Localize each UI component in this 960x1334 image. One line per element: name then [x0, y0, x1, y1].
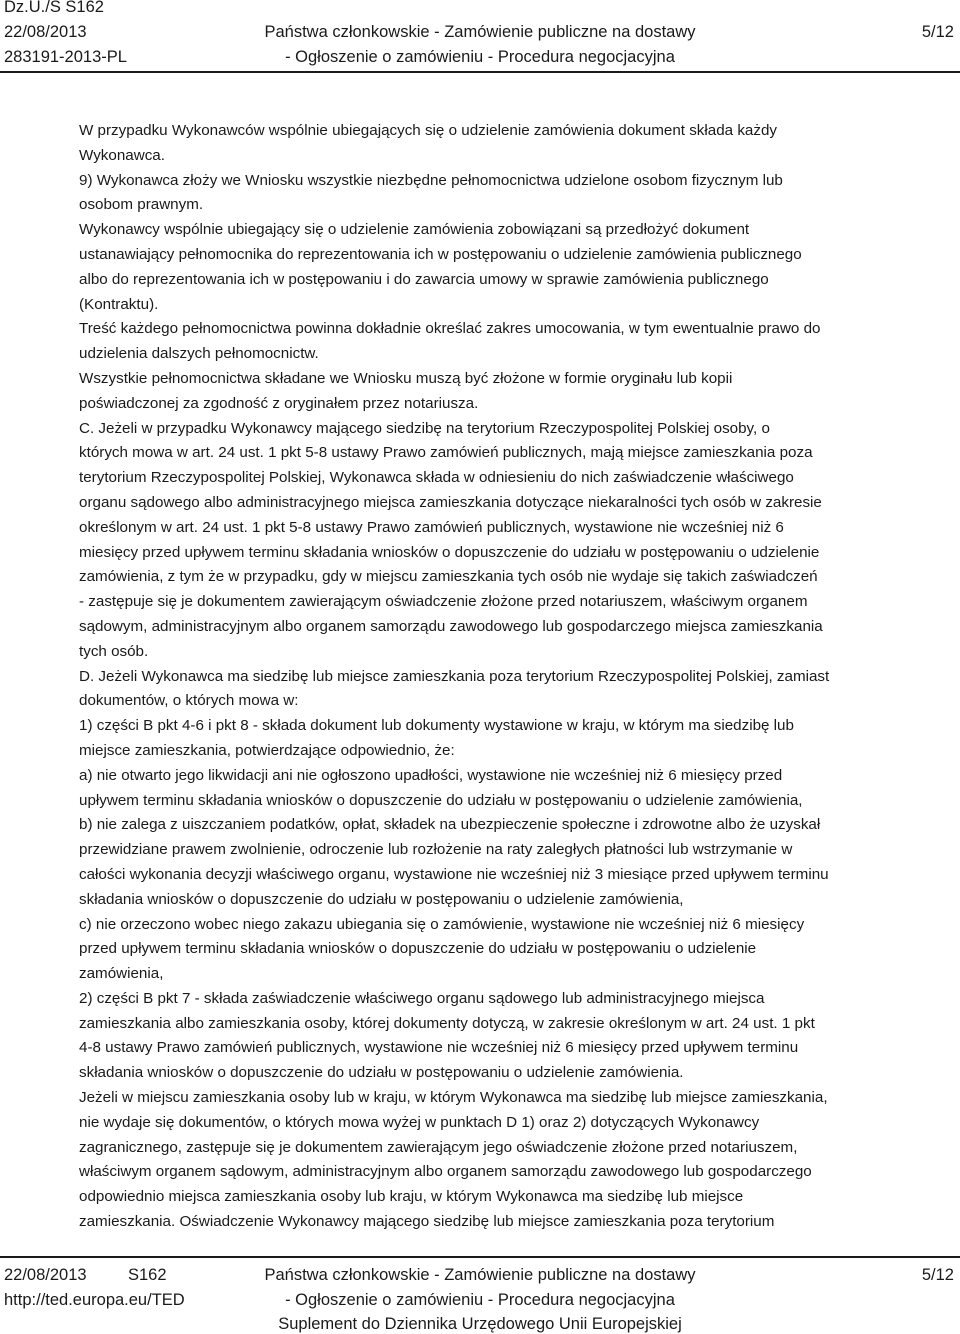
- body-line: sądowym, administracyjnym albo organem samorządu zawodowego lub gospodarczego miejsca zamieszkania: [79, 617, 823, 635]
- body-line: Treść każdego pełnomocnictwa powinna dokładnie określać zakres umocowania, w tym ewentualnie prawo do: [79, 320, 821, 338]
- body-line: składania wniosków o dopuszczenie do udziału w postępowaniu o udzielenie zamówienia.: [79, 1064, 684, 1082]
- body-line: zamieszkania albo zamieszkania osoby, której dokumenty dotyczą, w zakresie określonym w art. 24 ust. 1 pkt: [79, 1014, 815, 1032]
- body-line: określonym w art. 24 ust. 1 pkt 5-8 ustawy Prawo zamówień publicznych, wystawione nie wcześniej niż 6: [79, 518, 784, 536]
- body-line: miejsce zamieszkania, potwierdzające odpowiednio, że:: [79, 741, 455, 759]
- header-page-number: 5/12: [921, 23, 954, 41]
- body-line: poświadczonej za zgodność z oryginałem przez notariusza.: [79, 394, 479, 412]
- footer-supplement-title: Suplement do Dziennika Urzędowego Unii Europejskiej: [278, 1315, 682, 1333]
- footer-page-number: 5/12: [921, 1266, 954, 1284]
- body-line: W przypadku Wykonawców wspólnie ubiegających się o udzielenie zamówienia dokument składa każdy: [79, 122, 778, 139]
- body-line: przewidziane prawem zwolnienie, odroczenie lub rozłożenie na raty zaległych płatności lub wstrzymanie w: [79, 841, 793, 859]
- footer-date: 22/08/2013: [4, 1266, 87, 1284]
- document-body: [79, 119, 954, 1235]
- body-line: osobom prawnym.: [79, 196, 204, 214]
- body-line: a) nie otwarto jego likwidacji ani nie ogłoszono upadłości, wystawione nie wcześniej niż 6 miesięcy przed: [79, 766, 783, 784]
- body-line: miesięcy przed upływem terminu składania wniosków o dopuszczenie do udziału w postępowaniu o udzielenie: [79, 543, 820, 561]
- body-line: Wszystkie pełnomocnictwa składane we Wniosku muszą być złożone w formie oryginału lub kopii: [79, 369, 733, 387]
- body-line: zamówienia,: [79, 965, 164, 983]
- body-line: organu sądowego albo administracyjnego miejsca zamieszkania dotyczące niekaralności tych osób w zakresie: [79, 493, 822, 511]
- body-line: 4-8 ustawy Prawo zamówień publicznych, wystawione nie wcześniej niż 6 miesięcy przed upływem terminu: [79, 1039, 799, 1057]
- footer-title-line-1: Państwa członkowskie - Zamówienie publiczne na dostawy: [264, 1266, 696, 1284]
- body-line: upływem terminu składania wniosków o dopuszczenie do udziału w postępowaniu o udzielenie zamówienia,: [79, 791, 803, 809]
- body-line: terytorium Rzeczypospolitej Polskiej, Wykonawca składa w odniesieniu do nich zaświadczenie właściwego: [79, 469, 794, 487]
- body-line: b) nie zalega z uiszczaniem podatków, opłat, składek na ubezpieczenie społeczne i zdrowotne albo że uzyskał: [79, 816, 821, 834]
- body-line: odpowiednio miejsca zamieszkania osoby lub kraju, w którym Wykonawca ma siedzibę lub miejsce: [79, 1188, 744, 1206]
- body-line: (Kontraktu).: [79, 295, 159, 313]
- header-title-line-2: - Ogłoszenie o zamówieniu - Procedura negocjacyjna: [285, 48, 675, 66]
- body-line: C. Jeżeli w przypadku Wykonawcy mającego siedzibę na terytorium Rzeczypospolitej Polskiej osoby, o: [79, 419, 770, 437]
- body-line: zagranicznego, zastępuje się je dokumentem zawierającym jego oświadczenie złożone przed notariuszem,: [79, 1138, 798, 1156]
- notice-number: 283191-2013-PL: [4, 48, 127, 66]
- body-line: przed upływem terminu składania wniosków o dopuszczenie do udziału w postępowaniu o udzielenie: [79, 940, 757, 958]
- header-title-line-1: Państwa członkowskie - Zamówienie publiczne na dostawy: [264, 23, 696, 41]
- body-line: 1) części B pkt 4-6 i pkt 8 - składa dokument lub dokumenty wystawione w kraju, w którym ma siedzibę lub: [79, 717, 794, 735]
- footer-divider: [0, 1256, 960, 1258]
- body-line: składania wniosków o dopuszczenie do udziału w postępowaniu o udzielenie zamówienia,: [79, 890, 684, 908]
- body-line: właściwym organem sądowym, administracyjnym albo organem samorządu zawodowego lub gospodarczego: [79, 1163, 812, 1181]
- body-line: udzielenia dalszych pełnomocnictw.: [79, 345, 319, 363]
- body-line: dokumentów, o których mowa w:: [79, 692, 299, 710]
- body-line: tych osób.: [79, 642, 149, 660]
- body-line: zamówienia, z tym że w przypadku, gdy w miejscu zamieszkania tych osób nie wydaje się takich zaświadczeń: [79, 568, 818, 586]
- body-line: Jeżeli w miejscu zamieszkania osoby lub w kraju, w którym Wykonawca ma siedzibę lub miejsce zamieszkania,: [79, 1089, 828, 1107]
- footer-title-line-2: - Ogłoszenie o zamówieniu - Procedura negocjacyjna: [285, 1291, 675, 1309]
- body-line: c) nie orzeczono wobec niego zakazu ubiegania się o zamówienie, wystawione nie wcześniej niż 6 miesięcy: [79, 915, 805, 933]
- body-line: Wykonawca.: [79, 146, 165, 164]
- body-line: albo do reprezentowania ich w postępowaniu i do zawarcia umowy w sprawie zamówienia publicznego: [79, 270, 769, 288]
- body-line: 9) Wykonawca złoży we Wniosku wszystkie niezbędne pełnomocnictwa udzielone osobom fizycznym lub: [79, 171, 783, 189]
- body-line: - zastępuje się je dokumentem zawierającym oświadczenie złożone przed notariuszem, właściwym organem: [79, 593, 808, 611]
- body-line: nie wydaje się dokumentów, o których mowa wyżej w punktach D 1) oraz 2) dotyczących Wykonawcy: [79, 1113, 760, 1131]
- footer-url-link[interactable]: http://ted.europa.eu/TED: [4, 1291, 185, 1309]
- header-divider: [0, 71, 960, 73]
- journal-reference: Dz.U./S S162: [4, 0, 104, 16]
- body-line: całości wykonania decyzji właściwego organu, wystawione nie wcześniej niż 3 miesiące przed upływem terminu: [79, 865, 829, 883]
- footer-issue: S162: [128, 1266, 167, 1284]
- body-line: Wykonawcy wspólnie ubiegający się o udzielenie zamówienia zobowiązani są przedłożyć dokument: [79, 221, 750, 239]
- header-date: 22/08/2013: [4, 23, 87, 41]
- body-line: których mowa w art. 24 ust. 1 pkt 5-8 ustawy Prawo zamówień publicznych, mają miejsce zamieszkania poza: [79, 444, 813, 462]
- body-line: zamieszkania. Oświadczenie Wykonawcy mającego siedzibę lub miejsce zamieszkania poza terytorium: [79, 1213, 775, 1231]
- body-line: ustanawiający pełnomocnika do reprezentowania ich w postępowaniu o udzielenie zamówienia publicznego: [79, 245, 802, 263]
- body-line: D. Jeżeli Wykonawca ma siedzibę lub miejsce zamieszkania poza terytorium Rzeczypospolitej Polskiej, zamiast: [79, 667, 830, 685]
- body-line: 2) części B pkt 7 - składa zaświadczenie właściwego organu sądowego lub administracyjnego miejsca: [79, 989, 765, 1007]
